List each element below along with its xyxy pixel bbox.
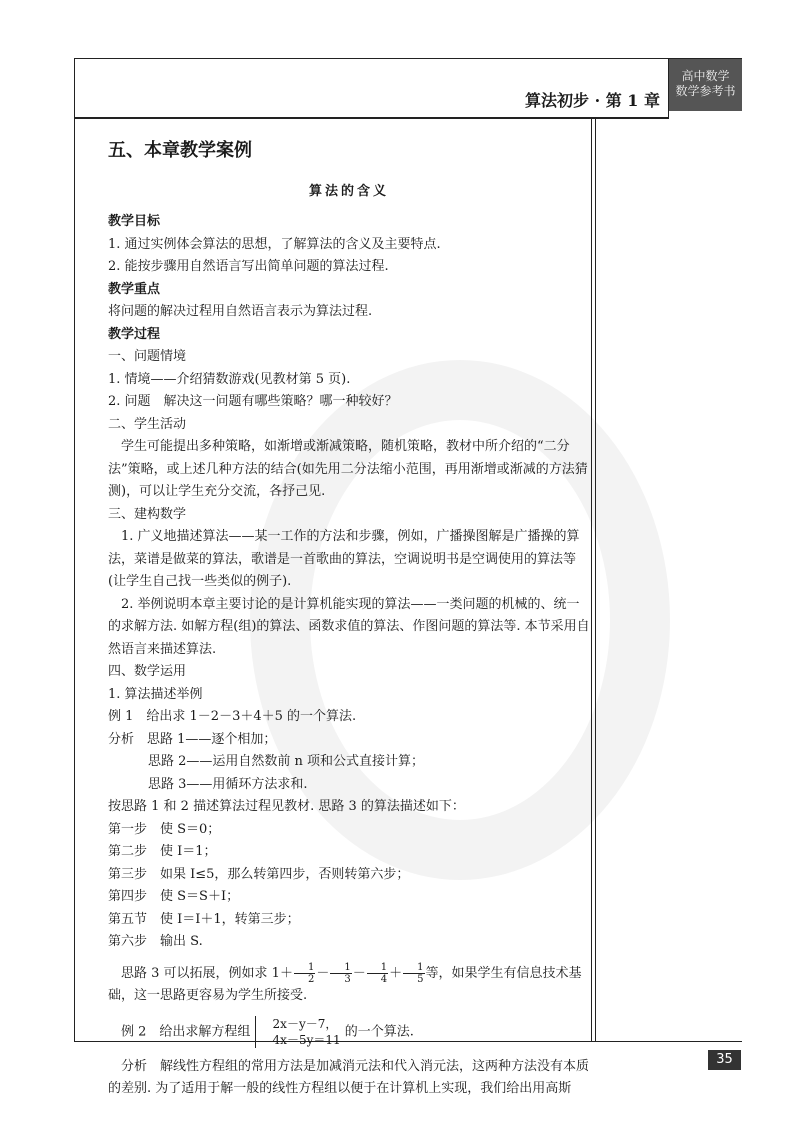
analysis: 思路 3——用循环方法求和.: [148, 776, 308, 792]
fraction: [367, 962, 388, 985]
header-rule: [74, 117, 669, 119]
paragraph: 1. 通过实例体会算法的思想，了解算法的含义及主要特点.: [108, 236, 441, 252]
algorithm-step: 第五节 使 I＝I＋1，转第三步；: [108, 911, 300, 927]
badge-line: 高中数学: [681, 69, 730, 83]
heading: 教学过程: [108, 326, 161, 342]
paragraph: [108, 962, 590, 1008]
subheading: 二、学生活动: [108, 416, 187, 432]
equation: 2x－y－7，: [272, 1016, 338, 1031]
fraction: [294, 962, 315, 985]
paragraph: 学生可能提出多种策略，如渐增或渐减策略，随机策略，教材中所介绍的“二分法”策略，或上述几种方法的结合(如先用二分法缩小范围，再用渐增或渐减的方法猜测)，可以让学生充分交流，各抒己见.: [108, 439, 588, 499]
operator: ＋: [389, 965, 403, 981]
frame-top-border: [74, 58, 742, 59]
page-content: [108, 140, 590, 1101]
paragraph: 1. 广义地描述算法——某一工作的方法和步骤，例如，广播操图解是广播操的算法，菜谱是做菜的算法，歌谱是一首歌曲的算法，空调说明书是空调使用的算法等(让学生自己找一些类似的例子).: [108, 529, 580, 589]
frame-left-border: [74, 58, 75, 1042]
analysis: 思路 2——运用自然数前 n 项和公式直接计算；: [148, 754, 425, 769]
page-number: 35: [708, 1050, 741, 1070]
denominator: 2: [307, 973, 315, 985]
equation: 4x－5y＝11: [272, 1032, 341, 1047]
paragraph: 1. 情境——介绍猜数游戏(见教材第 5 页).: [108, 371, 351, 387]
operator: －: [352, 965, 366, 981]
section-title: 五、本章教学案例: [108, 140, 252, 161]
paragraph: 分析 解线性方程组的常用方法是加减消元法和代入消元法，这两种方法没有本质的差别. 为了适用于解一般的线性方程组以便于在计算机上实现，我们给出用高斯: [108, 1058, 590, 1096]
denominator: 5: [417, 973, 424, 985]
heading: 教学重点: [108, 281, 161, 297]
fraction: [330, 962, 351, 985]
paragraph: 2. 举例说明本章主要讨论的是计算机能实现的算法——一类问题的机械的、统一的求解方法. 如解方程(组)的算法、函数求值的算法、作图问题的算法等. 本节采用自然语言来描述算法.: [108, 596, 590, 657]
margin-rule: [591, 117, 592, 1041]
lesson-title: 算法的含义: [308, 183, 389, 199]
numerator: 1: [330, 962, 351, 974]
paragraph: 2. 能按步骤用自然语言写出简单问题的算法过程.: [108, 259, 389, 274]
paragraph: 按思路 1 和 2 描述算法过程见教材. 思路 3 的算法描述如下：: [108, 799, 465, 814]
paragraph: 2. 问题 解决这一问题有哪些策略？哪一种较好？: [108, 394, 398, 409]
algorithm-step: 第二步 使 I＝1；: [108, 844, 217, 859]
subheading: 四、数学运用: [108, 664, 187, 679]
algorithm-step: 第三步 如果 I≤5，那么转第四步，否则转第六步；: [108, 866, 410, 882]
numerator: 1: [294, 962, 315, 974]
denominator: 3: [344, 973, 351, 985]
margin-rule: [595, 117, 596, 1041]
text: 的一个算法.: [344, 1024, 414, 1039]
text: 例 2 给出求解方程组: [121, 1024, 251, 1039]
example: [108, 1016, 590, 1048]
paragraph: 将问题的解决过程用自然语言表示为算法过程.: [108, 304, 373, 319]
equation-system: [255, 1016, 341, 1048]
operator: －: [316, 965, 330, 981]
algorithm-step: 第一步 使 S＝0；: [108, 821, 221, 837]
book-badge: [669, 59, 742, 111]
text: 思路 3 可以拓展，例如求 1＋: [121, 965, 293, 981]
paragraph: 1. 算法描述举例: [108, 686, 203, 702]
denominator: 4: [380, 973, 388, 985]
heading: 教学目标: [108, 214, 161, 229]
analysis: 分析 思路 1——逐个相加；: [108, 731, 277, 747]
subheading: 三、建构数学: [108, 506, 187, 522]
subheading: 一、问题情境: [108, 349, 187, 364]
numerator: 1: [367, 962, 388, 974]
fraction: [403, 962, 424, 985]
algorithm-step: 第六步 输出 S.: [108, 934, 203, 949]
badge-line: 数学参考书: [675, 84, 736, 98]
algorithm-step: 第四步 使 S＝S＋I；: [108, 889, 240, 904]
numerator: 1: [403, 962, 424, 974]
text: 等，如果学生有信息技术基础，这一思路更容易为学生所接受.: [108, 965, 582, 1003]
example: 例 1 给出求 1－2－3＋4＋5 的一个算法.: [108, 709, 357, 724]
chapter-title: 算法初步 · 第 1 章: [525, 91, 660, 110]
fraction-series: [293, 961, 426, 985]
